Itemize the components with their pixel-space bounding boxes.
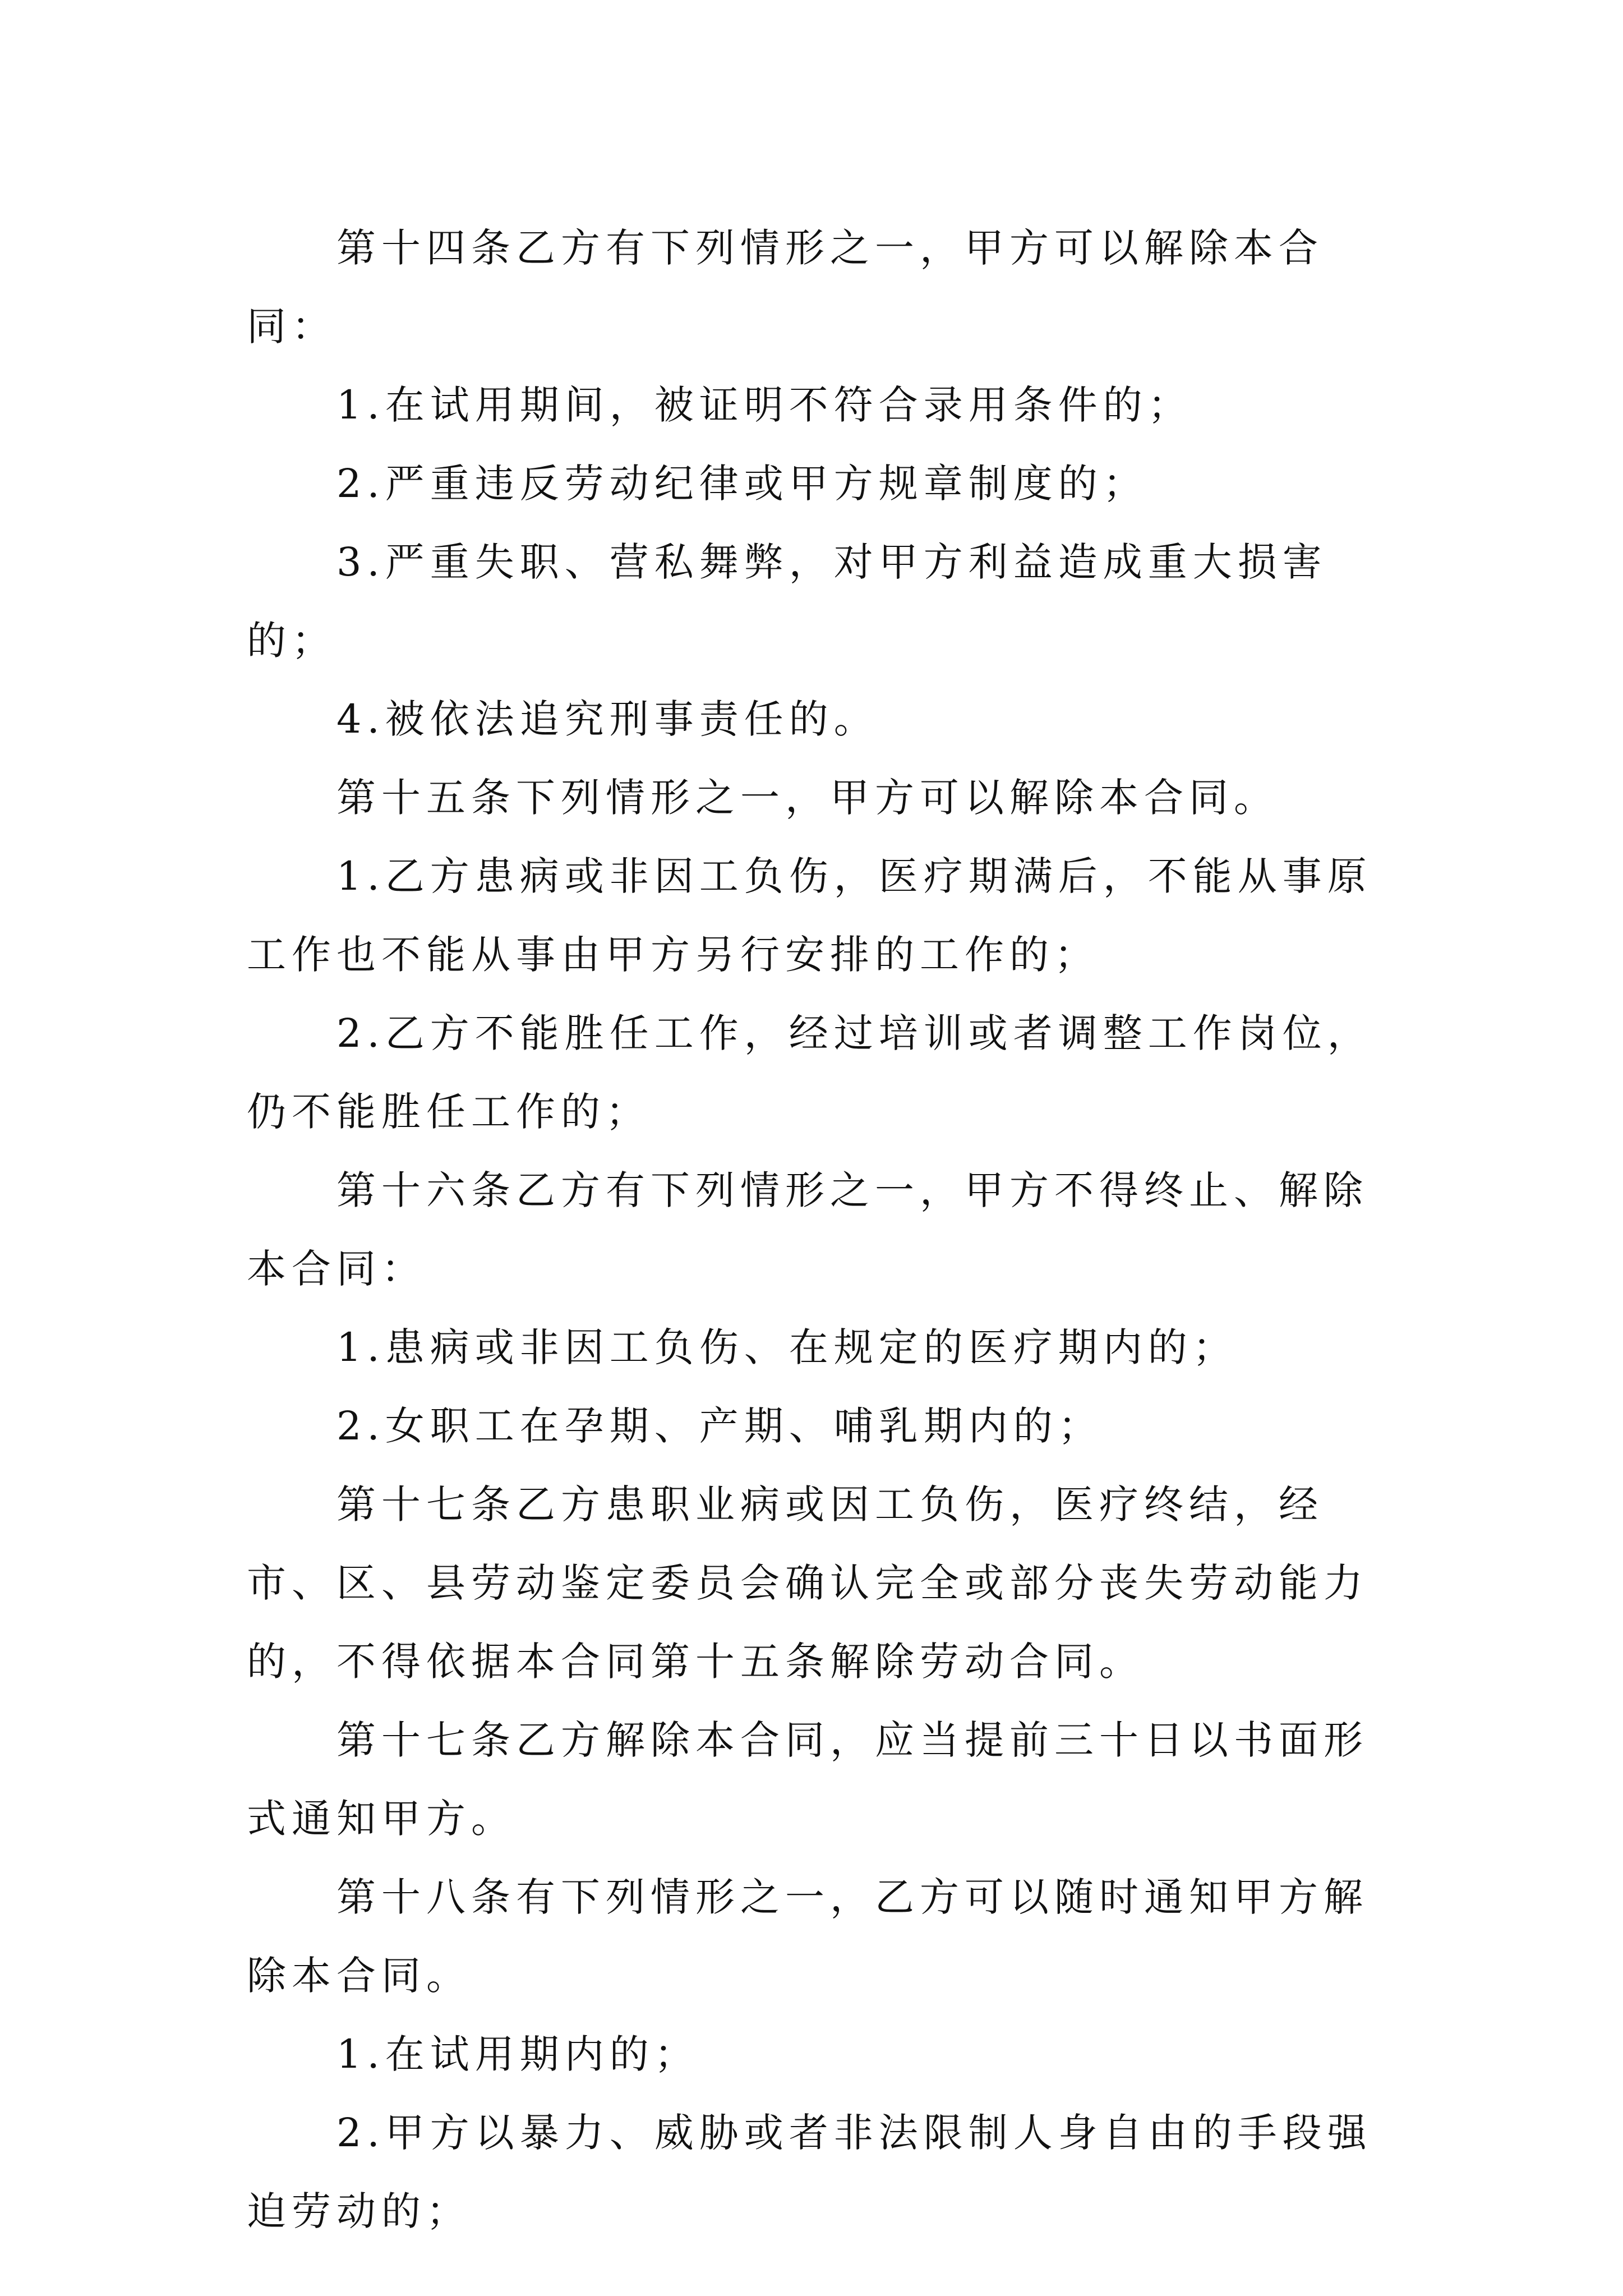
paragraph-item: 2.甲方以暴力、威胁或者非法限制人身自由的手段强迫劳动的； <box>247 2110 1372 2234</box>
paragraph-item: 1.在试用期内的； <box>336 2031 699 2077</box>
paragraph-article-15: 第十五条下列情形之一，甲方可以解除本合同。 <box>336 775 1279 821</box>
document-body <box>247 209 1391 2251</box>
paragraph-article-14: 第十四条乙方有下列情形之一，甲方可以解除本合同： <box>247 225 1324 349</box>
paragraph-item: 1.患病或非因工负伤、在规定的医疗期内的； <box>336 1324 1238 1370</box>
paragraph-article-16: 第十六条乙方有下列情形之一，甲方不得终止、解除本合同： <box>247 1167 1368 1292</box>
paragraph-article-18: 第十八条有下列情形之一，乙方可以随时通知甲方解除本合同。 <box>247 1874 1368 1999</box>
paragraph-item: 3.严重失职、营私舞弊，对甲方利益造成重大损害的； <box>247 539 1327 664</box>
paragraph-item: 2.女职工在孕期、产期、哺乳期内的； <box>336 1403 1103 1449</box>
paragraph-item: 1.在试用期间，被证明不符合录用条件的； <box>336 382 1193 428</box>
paragraph-item: 1.乙方患病或非因工负伤，医疗期满后，不能从事原工作也不能从事由甲方另行安排的工作的； <box>247 853 1372 978</box>
paragraph-item: 4.被依法追究刑事责任的。 <box>336 696 879 742</box>
paragraph-item: 2.乙方不能胜任工作，经过培训或者调整工作岗位，仍不能胜任工作的； <box>247 1010 1372 1135</box>
paragraph-article-17-second: 第十七条乙方解除本合同，应当提前三十日以书面形式通知甲方。 <box>247 1717 1368 1842</box>
paragraph-item: 2.严重违反劳动纪律或甲方规章制度的； <box>336 461 1148 507</box>
paragraph-article-17: 第十七条乙方患职业病或因工负伤，医疗终结，经市、区、县劳动鉴定委员会确认完全或部分丧失劳动能力的，不得依据本合同第十五条解除劳动合同。 <box>247 1481 1368 1685</box>
